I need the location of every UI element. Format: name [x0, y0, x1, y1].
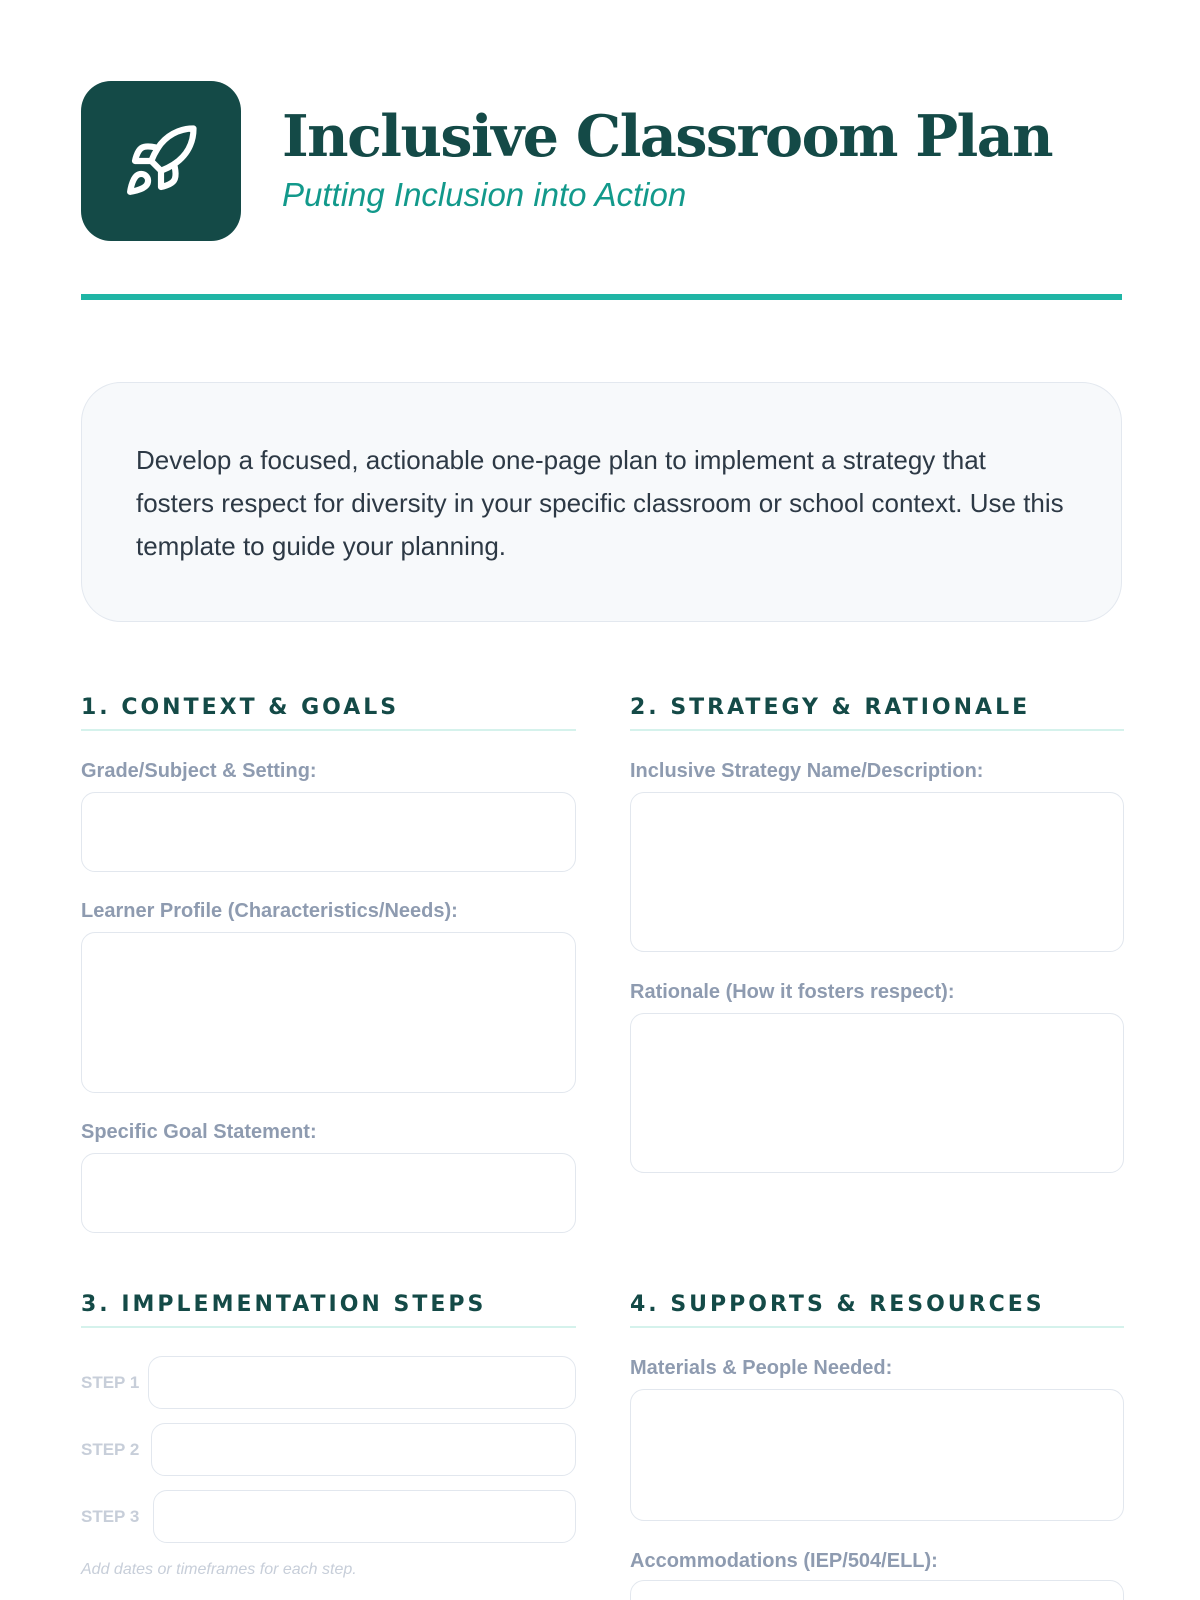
logo: [81, 81, 241, 241]
grade-subject-label: Grade/Subject & Setting:: [81, 760, 317, 782]
section-divider: [81, 1326, 576, 1328]
section-divider: [630, 729, 1124, 731]
strategy-name-field[interactable]: [630, 792, 1124, 952]
step-2-field[interactable]: [151, 1423, 576, 1476]
materials-field[interactable]: [630, 1389, 1124, 1521]
rationale-label: Rationale (How it fosters respect):: [630, 981, 955, 1003]
page-title: Inclusive Classroom Plan: [282, 103, 1053, 170]
step-label: STEP 2: [81, 1440, 140, 1459]
step-1-field[interactable]: [148, 1356, 576, 1409]
step-label: STEP 3: [81, 1507, 140, 1526]
intro-card: [81, 382, 1122, 622]
strategy-name-label: Inclusive Strategy Name/Description:: [630, 760, 984, 782]
page-subtitle: Putting Inclusion into Action: [282, 176, 687, 213]
section-heading-supports: 4. SUPPORTS & RESOURCES: [630, 1292, 1045, 1317]
accommodations-field[interactable]: [630, 1580, 1124, 1600]
learner-profile-label: Learner Profile (Characteristics/Needs):: [81, 900, 458, 922]
section-heading-implementation: 3. IMPLEMENTATION STEPS: [81, 1292, 487, 1317]
page-header: [81, 81, 1122, 241]
goal-statement-label: Specific Goal Statement:: [81, 1121, 317, 1143]
accommodations-label: Accommodations (IEP/504/ELL):: [630, 1550, 938, 1572]
section-heading-context: 1. CONTEXT & GOALS: [81, 695, 400, 720]
goal-statement-field[interactable]: [81, 1153, 576, 1233]
steps-note: Add dates or timeframes for each step.: [81, 1561, 357, 1578]
materials-label: Materials & People Needed:: [630, 1357, 893, 1379]
section-heading-strategy: 2. STRATEGY & RATIONALE: [630, 695, 1031, 720]
rocket-icon: [122, 122, 200, 200]
step-label: STEP 1: [81, 1373, 140, 1392]
section-divider: [81, 729, 576, 731]
grade-subject-field[interactable]: [81, 792, 576, 872]
intro-text: Develop a focused, actionable one-page plan to implement a strategy that fosters respect for diversity in your specific classroom or school context. Use this template to guide your planning.: [136, 445, 1064, 561]
header-divider: [81, 294, 1122, 300]
rationale-field[interactable]: [630, 1013, 1124, 1173]
learner-profile-field[interactable]: [81, 932, 576, 1093]
step-3-field[interactable]: [153, 1490, 576, 1543]
section-divider: [630, 1326, 1124, 1328]
